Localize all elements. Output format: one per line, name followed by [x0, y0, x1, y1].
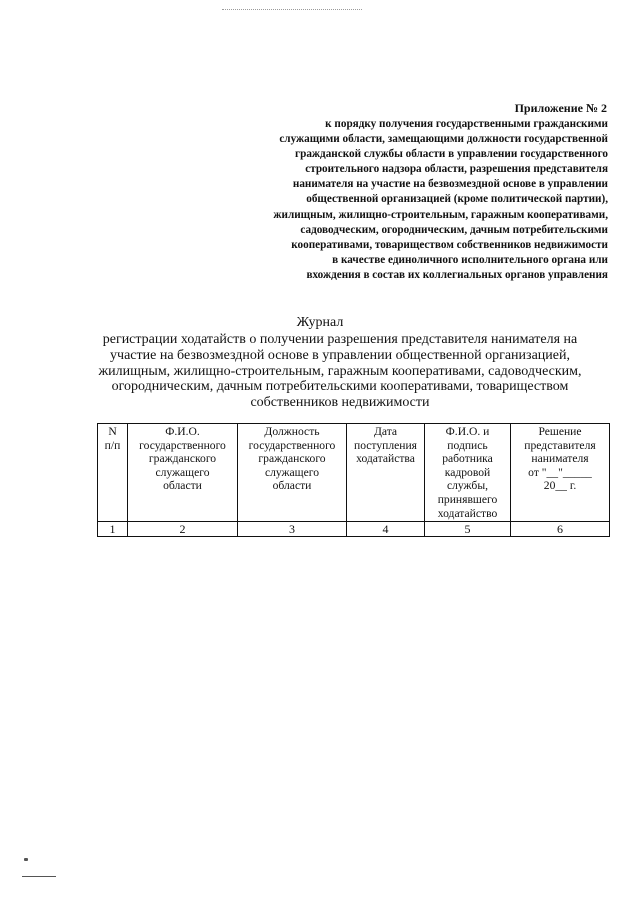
scan-artifact-top [222, 9, 362, 10]
appendix-line: нанимателя на участие на безвозмездной основе в управлении [292, 178, 608, 191]
appendix-line: садоводческим, огородническим, дачным потребительскими [300, 223, 608, 236]
registration-table [97, 423, 610, 537]
column-number-row [98, 522, 610, 537]
appendix-line: к порядку получения государственными гражданскими [325, 118, 608, 130]
appendix-line: вхождения в состав их коллегиальных органов управления [306, 268, 608, 281]
journal-subtitle-line: огородническим, дачным потребительскими кооперативами, товариществом [111, 379, 569, 395]
header-cell-employee-name: Ф.И.О. государственного гражданского служащего области [128, 424, 238, 522]
scan-artifact-bottom [22, 876, 56, 877]
appendix-line: в качестве единоличного исполнительного органа или [332, 253, 608, 266]
column-number-cell: 2 [128, 522, 238, 537]
header-cell-receipt-date: Дата поступления ходатайства [347, 424, 425, 522]
appendix-line: строительного надзора области, разрешения представителя [305, 163, 608, 176]
appendix-description [178, 117, 608, 283]
column-number-cell: 3 [238, 522, 347, 537]
column-number-cell: 4 [347, 522, 425, 537]
appendix-line: общественной организацией (кроме политической партии), [306, 193, 608, 206]
journal-subtitle [60, 332, 620, 411]
header-cell-number: N п/п [98, 424, 128, 522]
appendix-line: кооперативами, товариществом собственников недвижимости [291, 238, 608, 251]
column-number-cell: 1 [98, 522, 128, 537]
journal-subtitle-line: собственников недвижимости [250, 395, 430, 411]
journal-subtitle-line: участие на безвозмездной основе в управлении общественной организацией, [110, 347, 570, 363]
column-number-cell: 6 [511, 522, 610, 537]
header-cell-position: Должность государственного гражданского служащего области [238, 424, 347, 522]
journal-title: Журнал [296, 315, 344, 330]
appendix-heading: Приложение № 2 [514, 101, 607, 115]
appendix-line: гражданской службы области в управлении государственного [295, 148, 608, 161]
header-cell-hr-officer: Ф.И.О. и подпись работника кадровой службы, принявшего ходатайство [425, 424, 511, 522]
header-cell-decision: Решение представителя нанимателя от "__"_____ 20__ г. [511, 424, 610, 522]
journal-subtitle-line: регистрации ходатайств о получении разрешения представителя нанимателя на [102, 332, 578, 347]
appendix-line: служащими области, замещающими должности государственной [279, 133, 608, 146]
column-number-cell: 5 [425, 522, 511, 537]
appendix-line: жилищным, жилищно-строительным, гаражным кооперативами, [273, 208, 608, 221]
scan-artifact-speck [24, 858, 28, 861]
journal-subtitle-line: жилищным, жилищно-строительным, гаражным кооперативами, садоводческим, [98, 363, 582, 379]
table-header-row [98, 424, 610, 522]
